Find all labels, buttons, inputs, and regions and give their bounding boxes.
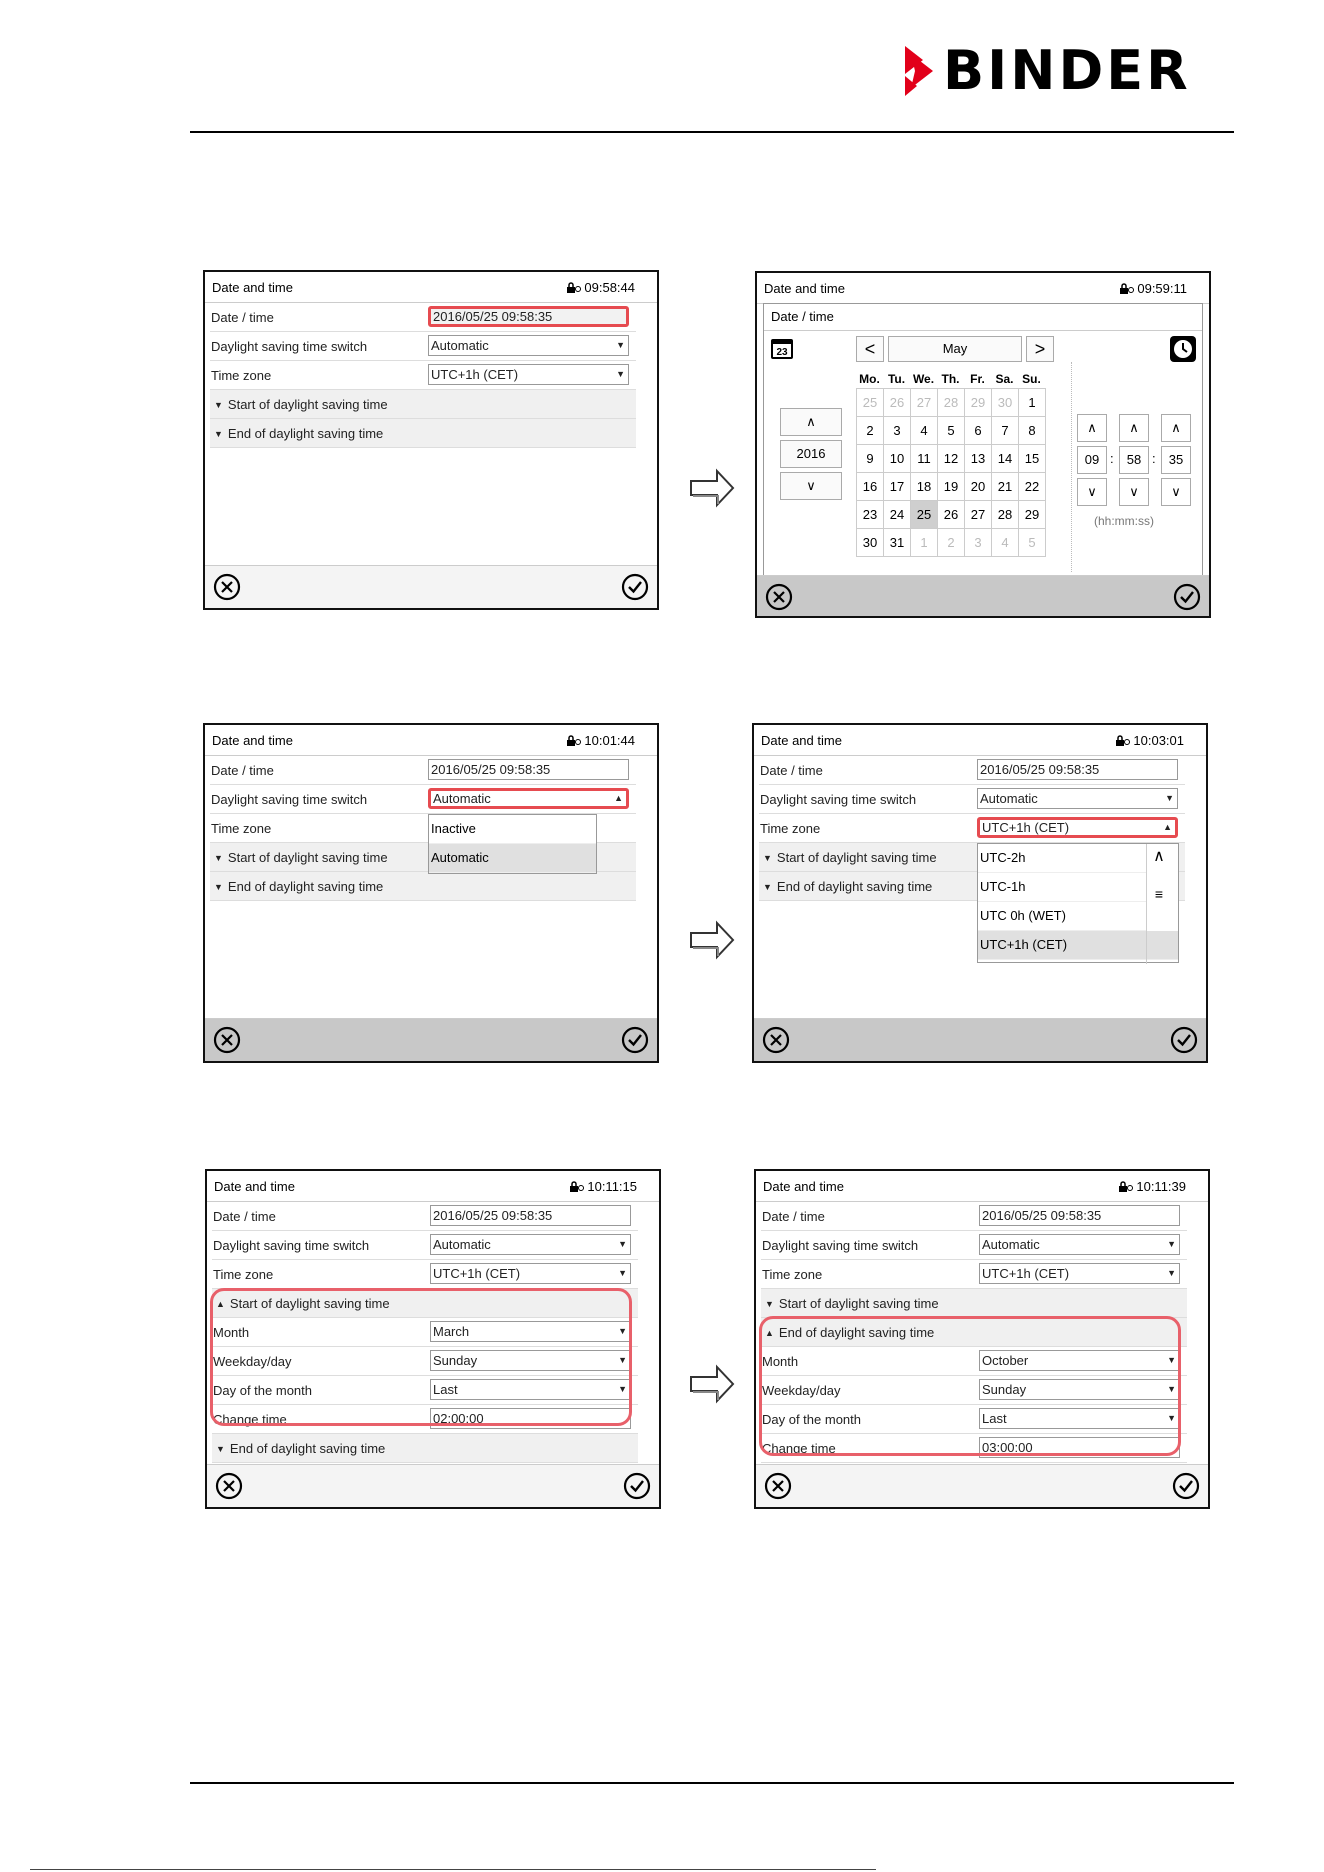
expand-triangle-icon: ▼ <box>214 853 223 863</box>
calendar-day[interactable]: 10 <box>884 445 911 473</box>
year-value: 2016 <box>780 440 842 468</box>
calendar-icon <box>770 336 794 360</box>
chevron-down-icon: ▼ <box>1167 1413 1176 1423</box>
section-start-label: Start of daylight saving time <box>227 397 388 412</box>
label-time-zone: Time zone <box>211 368 272 383</box>
calendar-day[interactable]: 28 <box>992 501 1019 529</box>
row-month <box>761 1347 1187 1376</box>
row-dst-switch <box>761 1231 1187 1260</box>
label-change-time: Change time <box>213 1412 287 1427</box>
screen-1 <box>203 270 659 610</box>
label-change-time: Change time <box>762 1441 836 1456</box>
checkmark-circle-icon[interactable] <box>1170 1026 1198 1054</box>
title-bar <box>757 273 1209 304</box>
calendar-day[interactable]: 1 <box>911 529 938 557</box>
second-value[interactable]: 35 <box>1161 446 1191 474</box>
lock-icon <box>567 282 581 293</box>
section-start-label: Start of daylight saving time <box>778 1296 939 1311</box>
brand-wordmark: BINDER <box>943 39 1191 102</box>
dst-switch-select[interactable] <box>977 788 1178 809</box>
lock-icon <box>570 1181 584 1192</box>
footer <box>756 1464 1208 1507</box>
time-zone-value: UTC+1h (CET) <box>431 367 519 382</box>
screen-title: Date and time <box>212 279 293 295</box>
clock-time: 09:58:44 <box>584 279 635 295</box>
weekday-select[interactable] <box>979 1379 1180 1400</box>
clock-time: 09:59:11 <box>1137 280 1187 296</box>
clock <box>1119 1179 1186 1194</box>
lock-icon <box>1116 735 1130 746</box>
calendar-day[interactable]: 27 <box>965 501 992 529</box>
footer <box>757 575 1209 616</box>
calendar-day[interactable]: 24 <box>884 501 911 529</box>
dst-switch-select[interactable] <box>428 335 629 356</box>
lock-icon <box>567 735 581 746</box>
weekday-value: Sunday <box>433 1353 478 1368</box>
dropdown-option[interactable]: UTC-1h <box>978 873 1146 902</box>
binder-logo <box>905 39 1235 102</box>
day-of-month-select[interactable] <box>430 1379 631 1400</box>
row-weekday <box>212 1347 638 1376</box>
date-time-field[interactable]: 2016/05/25 09:58:35 <box>428 306 629 327</box>
prev-month-button[interactable]: < <box>856 336 884 362</box>
chevron-down-icon: ▼ <box>618 1355 627 1365</box>
calendar-day[interactable]: 11 <box>911 445 938 473</box>
checkmark-circle-icon[interactable] <box>1173 583 1201 611</box>
day-of-month-value: Last <box>982 1411 1007 1426</box>
label-dst-switch: Daylight saving time switch <box>213 1238 370 1253</box>
calendar-day[interactable]: 6 <box>965 417 992 445</box>
calendar-day[interactable]: 12 <box>938 445 965 473</box>
time-zone-select[interactable] <box>979 1263 1180 1284</box>
calendar-day[interactable]: 29 <box>1019 501 1046 529</box>
label-dst-switch: Daylight saving time switch <box>211 339 368 354</box>
next-month-button[interactable]: > <box>1026 336 1054 362</box>
month-select[interactable] <box>430 1321 631 1342</box>
screen-title: Date and time <box>764 280 845 296</box>
calendar-day[interactable]: 7 <box>992 417 1019 445</box>
section-end-label: End of daylight saving time <box>778 1325 935 1340</box>
weekday-label: Fr. <box>970 372 985 386</box>
row-time-zone <box>761 1260 1187 1289</box>
label-date-time: Date / time <box>213 1209 276 1224</box>
title-bar <box>205 272 657 303</box>
clock <box>570 1179 637 1194</box>
label-weekday: Weekday/day <box>762 1383 841 1398</box>
calendar-day[interactable]: 14 <box>992 445 1019 473</box>
row-date-time <box>210 303 636 332</box>
chevron-down-icon: ▼ <box>618 1268 627 1278</box>
clock <box>567 733 635 748</box>
label-time-zone: Time zone <box>760 821 821 836</box>
scroll-thumb-icon[interactable]: ≡ <box>1154 886 1164 902</box>
cancel-circle-icon[interactable] <box>213 1026 241 1054</box>
calendar-day[interactable]: 1 <box>1019 389 1046 417</box>
label-month: Month <box>762 1354 799 1369</box>
label-date-time: Date / time <box>211 310 274 325</box>
section-end-dst[interactable] <box>761 1318 1187 1347</box>
label-dst-switch: Daylight saving time switch <box>762 1238 919 1253</box>
calendar-day[interactable]: 25 <box>857 389 884 417</box>
calendar-day[interactable]: 20 <box>965 473 992 501</box>
divider <box>1071 362 1072 572</box>
label-time-zone: Time zone <box>213 1267 274 1282</box>
section-start-label: Start of daylight saving time <box>776 850 937 865</box>
year-down-button[interactable]: ∨ <box>780 472 842 500</box>
calendar-day[interactable]: 2 <box>857 417 884 445</box>
section-end-dst[interactable] <box>212 1434 638 1463</box>
date-time-dialog <box>763 303 1203 576</box>
calendar-day[interactable]: 19 <box>938 473 965 501</box>
dst-switch-value: Automatic <box>433 791 491 806</box>
chevron-down-icon: ▼ <box>616 340 625 350</box>
expand-triangle-icon: ▼ <box>763 882 772 892</box>
weekday-label: Th. <box>941 372 960 386</box>
binder-logo-mark-icon <box>905 46 933 96</box>
row-time-zone <box>212 1260 638 1289</box>
checkmark-circle-icon[interactable] <box>1172 1472 1200 1500</box>
footer-rule <box>190 1782 1234 1784</box>
expand-triangle-icon: ▼ <box>214 429 223 439</box>
label-day-of-month: Day of the month <box>213 1383 312 1398</box>
cancel-circle-icon[interactable] <box>213 573 241 601</box>
dropdown-option-selected[interactable]: Automatic <box>429 844 596 873</box>
time-zone-dropdown <box>977 843 1179 963</box>
cancel-circle-icon[interactable] <box>215 1472 243 1500</box>
dst-switch-dropdown <box>428 814 597 874</box>
right-arrow-icon <box>689 1364 735 1404</box>
calendar-day[interactable]: 29 <box>965 389 992 417</box>
cancel-circle-icon[interactable] <box>765 583 793 611</box>
calendar-day[interactable]: 22 <box>1019 473 1046 501</box>
time-format-hint: (hh:mm:ss) <box>1094 514 1154 528</box>
hour-up-button[interactable]: ∧ <box>1077 414 1107 442</box>
time-zone-select[interactable] <box>977 817 1178 838</box>
calendar-day[interactable]: 31 <box>884 529 911 557</box>
footer <box>205 565 657 608</box>
calendar-day[interactable]: 21 <box>992 473 1019 501</box>
chevron-up-icon: ▲ <box>614 793 623 803</box>
calendar-day[interactable]: 8 <box>1019 417 1046 445</box>
weekday-label: Mo. <box>859 372 880 386</box>
calendar-day[interactable]: 15 <box>1019 445 1046 473</box>
label-dst-switch: Daylight saving time switch <box>211 792 368 807</box>
section-end-label: End of daylight saving time <box>776 879 933 894</box>
chevron-down-icon: ▼ <box>618 1384 627 1394</box>
minute-up-button[interactable]: ∧ <box>1119 414 1149 442</box>
date-time-field[interactable]: 2016/05/25 09:58:35 <box>430 1205 631 1226</box>
section-end-dst[interactable] <box>210 872 636 901</box>
screen-6 <box>754 1169 1210 1509</box>
row-time-zone <box>210 361 636 390</box>
dialog-title: Date / time <box>764 304 1202 331</box>
chevron-down-icon: ▼ <box>618 1326 627 1336</box>
row-dst-switch <box>212 1231 638 1260</box>
calendar-day[interactable]: 28 <box>938 389 965 417</box>
day-of-month-value: Last <box>433 1382 458 1397</box>
expand-triangle-icon: ▼ <box>763 853 772 863</box>
chevron-down-icon: ▼ <box>1167 1268 1176 1278</box>
section-start-dst[interactable] <box>761 1289 1187 1318</box>
row-time-zone <box>759 814 1185 843</box>
calendar-day[interactable]: 5 <box>938 417 965 445</box>
dst-switch-select[interactable] <box>430 1234 631 1255</box>
lock-icon <box>1120 283 1134 294</box>
cancel-circle-icon[interactable] <box>762 1026 790 1054</box>
minute-value[interactable]: 58 <box>1119 446 1149 474</box>
row-date-time <box>212 1202 638 1231</box>
label-time-zone: Time zone <box>211 821 272 836</box>
title-bar <box>754 725 1206 756</box>
title-bar <box>207 1171 659 1202</box>
row-weekday <box>761 1376 1187 1405</box>
chevron-down-icon: ▼ <box>1167 1239 1176 1249</box>
dst-switch-select[interactable] <box>979 1234 1180 1255</box>
screen-title: Date and time <box>214 1178 295 1194</box>
checkmark-circle-icon[interactable] <box>621 573 649 601</box>
second-down-button[interactable]: ∨ <box>1161 478 1191 506</box>
screen-title: Date and time <box>761 732 842 748</box>
change-time-field[interactable]: 03:00:00 <box>979 1437 1180 1458</box>
time-zone-value: UTC+1h (CET) <box>982 1266 1070 1281</box>
chevron-down-icon: ▼ <box>1167 1384 1176 1394</box>
label-month: Month <box>213 1325 250 1340</box>
time-zone-value: UTC+1h (CET) <box>433 1266 521 1281</box>
calendar-grid <box>856 370 1046 557</box>
collapse-triangle-icon: ▲ <box>765 1328 774 1338</box>
checkmark-circle-icon[interactable] <box>621 1026 649 1054</box>
calendar-day[interactable]: 9 <box>857 445 884 473</box>
screen-5 <box>205 1169 661 1509</box>
expand-triangle-icon: ▼ <box>214 400 223 410</box>
screen-title: Date and time <box>212 732 293 748</box>
row-date-time <box>761 1202 1187 1231</box>
time-zone-select[interactable] <box>428 364 629 385</box>
month-value: October <box>982 1353 1029 1368</box>
section-start-label: Start of daylight saving time <box>229 1296 390 1311</box>
clock-time: 10:11:15 <box>587 1178 637 1194</box>
checkmark-circle-icon[interactable] <box>623 1472 651 1500</box>
year-up-button[interactable]: ∧ <box>780 408 842 436</box>
chevron-down-icon: ▼ <box>1167 1355 1176 1365</box>
days-grid <box>856 388 1046 557</box>
calendar-icon-day: 23 <box>776 347 788 358</box>
row-change-time <box>761 1434 1187 1463</box>
hour-down-button[interactable]: ∨ <box>1077 478 1107 506</box>
clock <box>1120 281 1187 296</box>
minute-down-button[interactable]: ∨ <box>1119 478 1149 506</box>
section-start-dst[interactable] <box>212 1289 638 1318</box>
calendar-day[interactable]: 26 <box>884 389 911 417</box>
footer <box>207 1464 659 1507</box>
dst-switch-value: Automatic <box>433 1237 491 1252</box>
calendar-day[interactable]: 23 <box>857 501 884 529</box>
clock-icon <box>1170 336 1196 362</box>
chevron-down-icon: ▼ <box>616 369 625 379</box>
right-arrow-icon <box>689 920 735 960</box>
calendar-day[interactable]: 17 <box>884 473 911 501</box>
row-day-of-month <box>761 1405 1187 1434</box>
chevron-down-icon: ▼ <box>1165 793 1174 803</box>
dst-switch-value: Automatic <box>980 791 1038 806</box>
label-day-of-month: Day of the month <box>762 1412 861 1427</box>
scrollbar[interactable] <box>1146 844 1171 964</box>
calendar-day[interactable]: 13 <box>965 445 992 473</box>
screen-3 <box>203 723 659 1063</box>
month-label: May <box>888 336 1022 362</box>
collapse-triangle-icon: ▲ <box>216 1299 225 1309</box>
calendar-day[interactable]: 4 <box>911 417 938 445</box>
change-time-field[interactable]: 02:00:00 <box>430 1408 631 1429</box>
date-time-field[interactable]: 2016/05/25 09:58:35 <box>977 759 1178 780</box>
expand-triangle-icon: ▼ <box>214 882 223 892</box>
weekday-value: Sunday <box>982 1382 1027 1397</box>
footer <box>754 1018 1206 1061</box>
second-up-button[interactable]: ∧ <box>1161 414 1191 442</box>
clock <box>567 280 635 295</box>
row-date-time <box>210 756 636 785</box>
row-dst-switch <box>210 332 636 361</box>
clock-time: 10:11:39 <box>1136 1178 1186 1194</box>
row-dst-switch <box>759 785 1185 814</box>
weekday-label: Tu. <box>887 372 906 386</box>
weekday-select[interactable] <box>430 1350 631 1371</box>
screen-title: Date and time <box>763 1178 844 1194</box>
page-edge-rule <box>30 1869 876 1870</box>
section-end-label: End of daylight saving time <box>227 879 384 894</box>
dropdown-option-selected[interactable]: UTC+1h (CET) <box>978 931 1178 960</box>
expand-triangle-icon: ▼ <box>765 1299 774 1309</box>
row-change-time <box>212 1405 638 1434</box>
title-bar <box>205 725 657 756</box>
date-time-field[interactable]: 2016/05/25 09:58:35 <box>979 1205 1180 1226</box>
calendar-day[interactable]: 3 <box>965 529 992 557</box>
dropdown-option[interactable]: Inactive <box>429 815 596 844</box>
calendar-day[interactable]: 4 <box>992 529 1019 557</box>
weekday-label: We. <box>912 372 935 386</box>
row-date-time <box>759 756 1185 785</box>
weekday-label: Sa. <box>995 372 1014 386</box>
lock-icon <box>1119 1181 1133 1192</box>
title-bar <box>756 1171 1208 1202</box>
label-dst-switch: Daylight saving time switch <box>760 792 917 807</box>
month-select[interactable] <box>979 1350 1180 1371</box>
hour-value[interactable]: 09 <box>1077 446 1107 474</box>
month-value: March <box>433 1324 470 1339</box>
right-arrow-icon <box>689 468 735 508</box>
label-time-zone: Time zone <box>762 1267 823 1282</box>
section-start-dst[interactable] <box>210 390 636 419</box>
expand-triangle-icon: ▼ <box>216 1444 225 1454</box>
calendar-day[interactable]: 18 <box>911 473 938 501</box>
dst-switch-select[interactable] <box>428 788 629 809</box>
calendar-day[interactable]: 30 <box>992 389 1019 417</box>
calendar-day[interactable]: 16 <box>857 473 884 501</box>
calendar-day[interactable]: 2 <box>938 529 965 557</box>
screen-4 <box>752 723 1208 1063</box>
calendar-day[interactable]: 26 <box>938 501 965 529</box>
dropdown-option[interactable]: UTC-2h <box>978 844 1146 873</box>
calendar-day[interactable]: 30 <box>857 529 884 557</box>
label-weekday: Weekday/day <box>213 1354 292 1369</box>
label-date-time: Date / time <box>762 1209 825 1224</box>
date-time-field[interactable]: 2016/05/25 09:58:35 <box>428 759 629 780</box>
clock-time: 10:03:01 <box>1133 732 1184 748</box>
row-day-of-month <box>212 1376 638 1405</box>
label-date-time: Date / time <box>760 763 823 778</box>
day-of-month-select[interactable] <box>979 1408 1180 1429</box>
dropdown-option[interactable]: UTC 0h (WET) <box>978 902 1146 931</box>
dst-switch-value: Automatic <box>431 338 489 353</box>
dst-switch-value: Automatic <box>982 1237 1040 1252</box>
clock <box>1116 733 1184 748</box>
section-end-label: End of daylight saving time <box>227 426 384 441</box>
row-dst-switch <box>210 785 636 814</box>
scroll-up-icon[interactable]: ∧ <box>1153 848 1165 865</box>
header-rule <box>190 131 1234 133</box>
chevron-up-icon: ▲ <box>1163 822 1172 832</box>
chevron-down-icon: ▼ <box>618 1239 627 1249</box>
weekday-label: Su. <box>1022 372 1041 386</box>
calendar-day[interactable]: 3 <box>884 417 911 445</box>
calendar-day[interactable]: 27 <box>911 389 938 417</box>
label-date-time: Date / time <box>211 763 274 778</box>
time-separator: : <box>1152 451 1156 466</box>
section-start-label: Start of daylight saving time <box>227 850 388 865</box>
time-zone-select[interactable] <box>430 1263 631 1284</box>
section-end-label: End of daylight saving time <box>229 1441 386 1456</box>
calendar-day-selected[interactable]: 25 <box>911 501 938 529</box>
clock-time: 10:01:44 <box>584 732 635 748</box>
time-separator: : <box>1110 451 1114 466</box>
calendar-day[interactable]: 5 <box>1019 529 1046 557</box>
cancel-circle-icon[interactable] <box>764 1472 792 1500</box>
section-end-dst[interactable] <box>210 419 636 448</box>
row-month <box>212 1318 638 1347</box>
footer <box>205 1018 657 1061</box>
screen-2 <box>755 271 1211 618</box>
weekday-header <box>856 370 1046 388</box>
time-zone-value: UTC+1h (CET) <box>982 820 1070 835</box>
